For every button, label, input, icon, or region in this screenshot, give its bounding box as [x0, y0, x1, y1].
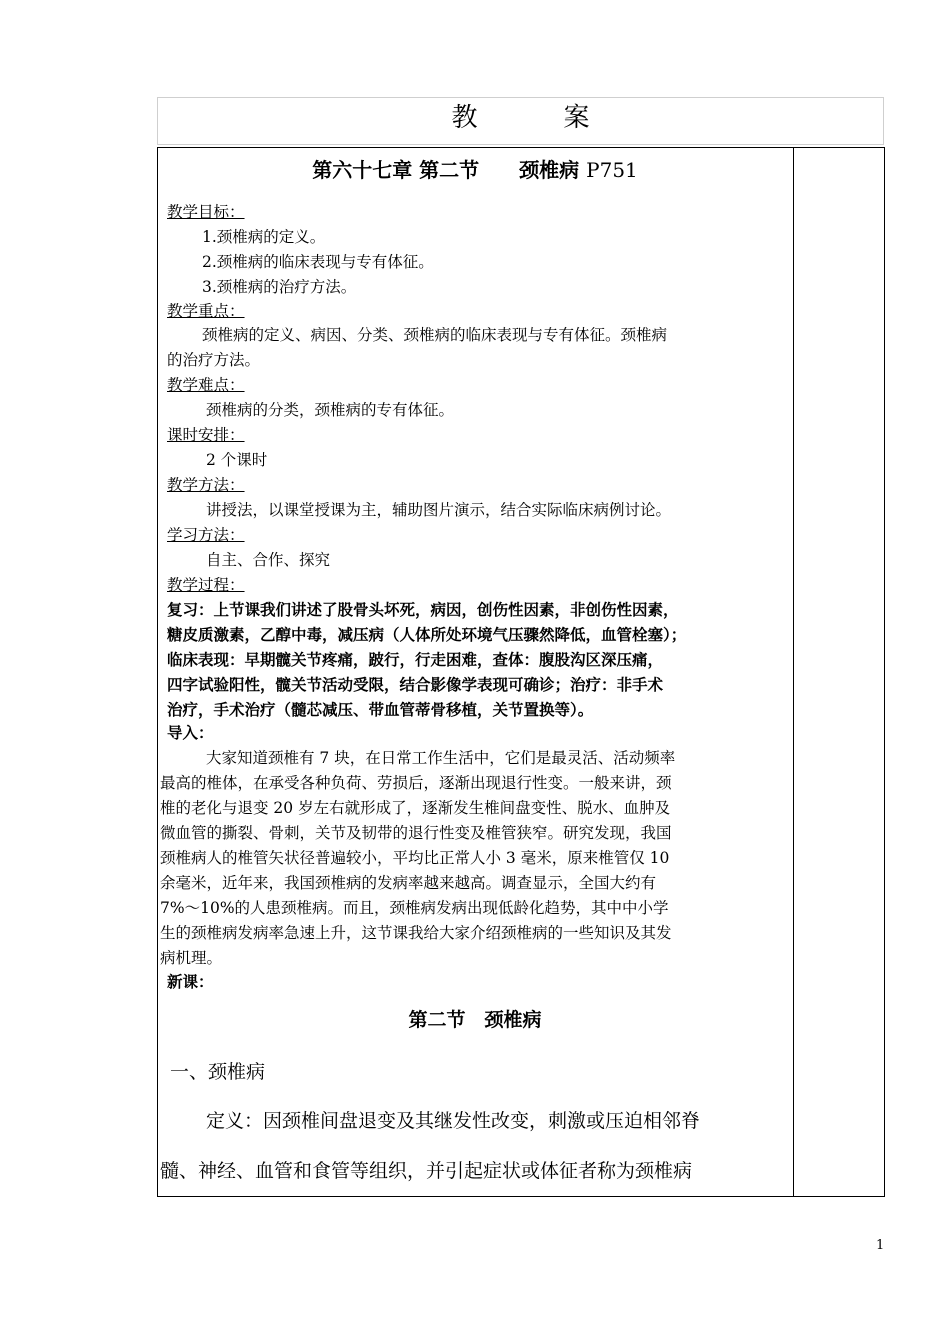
key-points-text-cont: 的治疗方法。 [167, 351, 261, 369]
intro-line: 微血管的撕裂、骨刺，关节及韧带的退行性变及椎管狭窄。研究发现，我国 [160, 824, 672, 842]
objective-item: 1.颈椎病的定义。 [202, 228, 326, 246]
key-points-heading: 教学重点： [167, 302, 245, 320]
definition-line: 髓、神经、血管和食管等组织，并引起症状或体征者称为颈椎病 [160, 1160, 693, 1182]
intro-line: 颈椎病人的椎管矢状径普遍较小，平均比正常人小 3 毫米，原来椎管仅 10 [160, 849, 670, 867]
review-line: 治疗，手术治疗（髓芯减压、带血管蒂骨移植，关节置换等）。 [167, 701, 594, 719]
section-subheading: 一、颈椎病 [170, 1061, 266, 1083]
intro-line: 椎的老化与退变 20 岁左右就形成了，逐渐发生椎间盘变性、脱水、血肿及 [160, 799, 671, 817]
header-title-char-2: 案 [563, 103, 590, 133]
intro-line: 最高的椎体，在承受各种负荷、劳损后，逐渐出现退行性变。一般来讲，颈 [160, 774, 672, 792]
review-line: 四字试验阳性，髋关节活动受限，结合影像学表现可确诊；治疗：非手术 [167, 676, 664, 694]
teaching-method-heading: 教学方法： [167, 476, 245, 494]
review-line: 临床表现：早期髋关节疼痛，跛行，行走困难，查体：腹股沟区深压痛， [167, 651, 664, 669]
key-points-text: 颈椎病的定义、病因、分类、颈椎病的临床表现与专有体征。颈椎病 [202, 326, 668, 344]
intro-line: 病机理。 [160, 949, 223, 967]
chapter-title [158, 154, 792, 183]
teaching-method-text: 讲授法，以课堂授课为主，辅助图片演示，结合实际临床病例讨论。 [206, 501, 672, 519]
intro-line: 7%～10%的人患颈椎病。而且，颈椎病发病出现低龄化趋势，其中中小学 [160, 899, 669, 917]
table-column-divider [793, 147, 794, 1197]
difficulties-text: 颈椎病的分类，颈椎病的专有体征。 [206, 401, 455, 419]
objectives-heading: 教学目标： [167, 203, 245, 221]
new-lesson-label: 新课： [167, 973, 214, 991]
schedule-text: 2 个课时 [206, 451, 268, 469]
objective-item: 3.颈椎病的治疗方法。 [202, 278, 357, 296]
process-heading: 教学过程： [167, 576, 245, 594]
review-line: 糖皮质激素，乙醇中毒，减压病（人体所处环境气压骤然降低，血管栓塞）； [167, 626, 687, 644]
intro-line: 余毫米，近年来，我国颈椎病的发病率越来越高。调查显示，全国大约有 [160, 874, 657, 892]
section-title: 第二节 颈椎病 [408, 1009, 542, 1031]
learning-method-heading: 学习方法： [167, 526, 245, 544]
intro-line: 大家知道颈椎有 7 块，在日常工作生活中，它们是最灵活、活动频率 [206, 749, 676, 767]
header-title [158, 98, 883, 142]
intro-line: 生的颈椎病发病率急速上升，这节课我给大家介绍颈椎病的一些知识及其发 [160, 924, 672, 942]
difficulties-heading: 教学难点： [167, 376, 245, 394]
lesson-plan-header [157, 97, 884, 145]
intro-label: 导入： [167, 724, 214, 742]
objective-item: 2.颈椎病的临床表现与专有体征。 [202, 253, 434, 271]
chapter-page-ref: P751 [586, 158, 638, 182]
page-number: 1 [876, 1238, 885, 1253]
review-line: 复习：上节课我们讲述了股骨头坏死，病因，创伤性因素，非创伤性因素， [167, 601, 679, 619]
schedule-heading: 课时安排： [167, 426, 245, 444]
header-title-char-1: 教 [451, 103, 478, 133]
definition-line: 定义：因颈椎间盘退变及其继发性改变，刺激或压迫相邻脊 [206, 1110, 701, 1132]
chapter-title-text: 第六十七章 第二节 颈椎病 [312, 158, 580, 182]
learning-method-text: 自主、合作、探究 [206, 551, 331, 569]
